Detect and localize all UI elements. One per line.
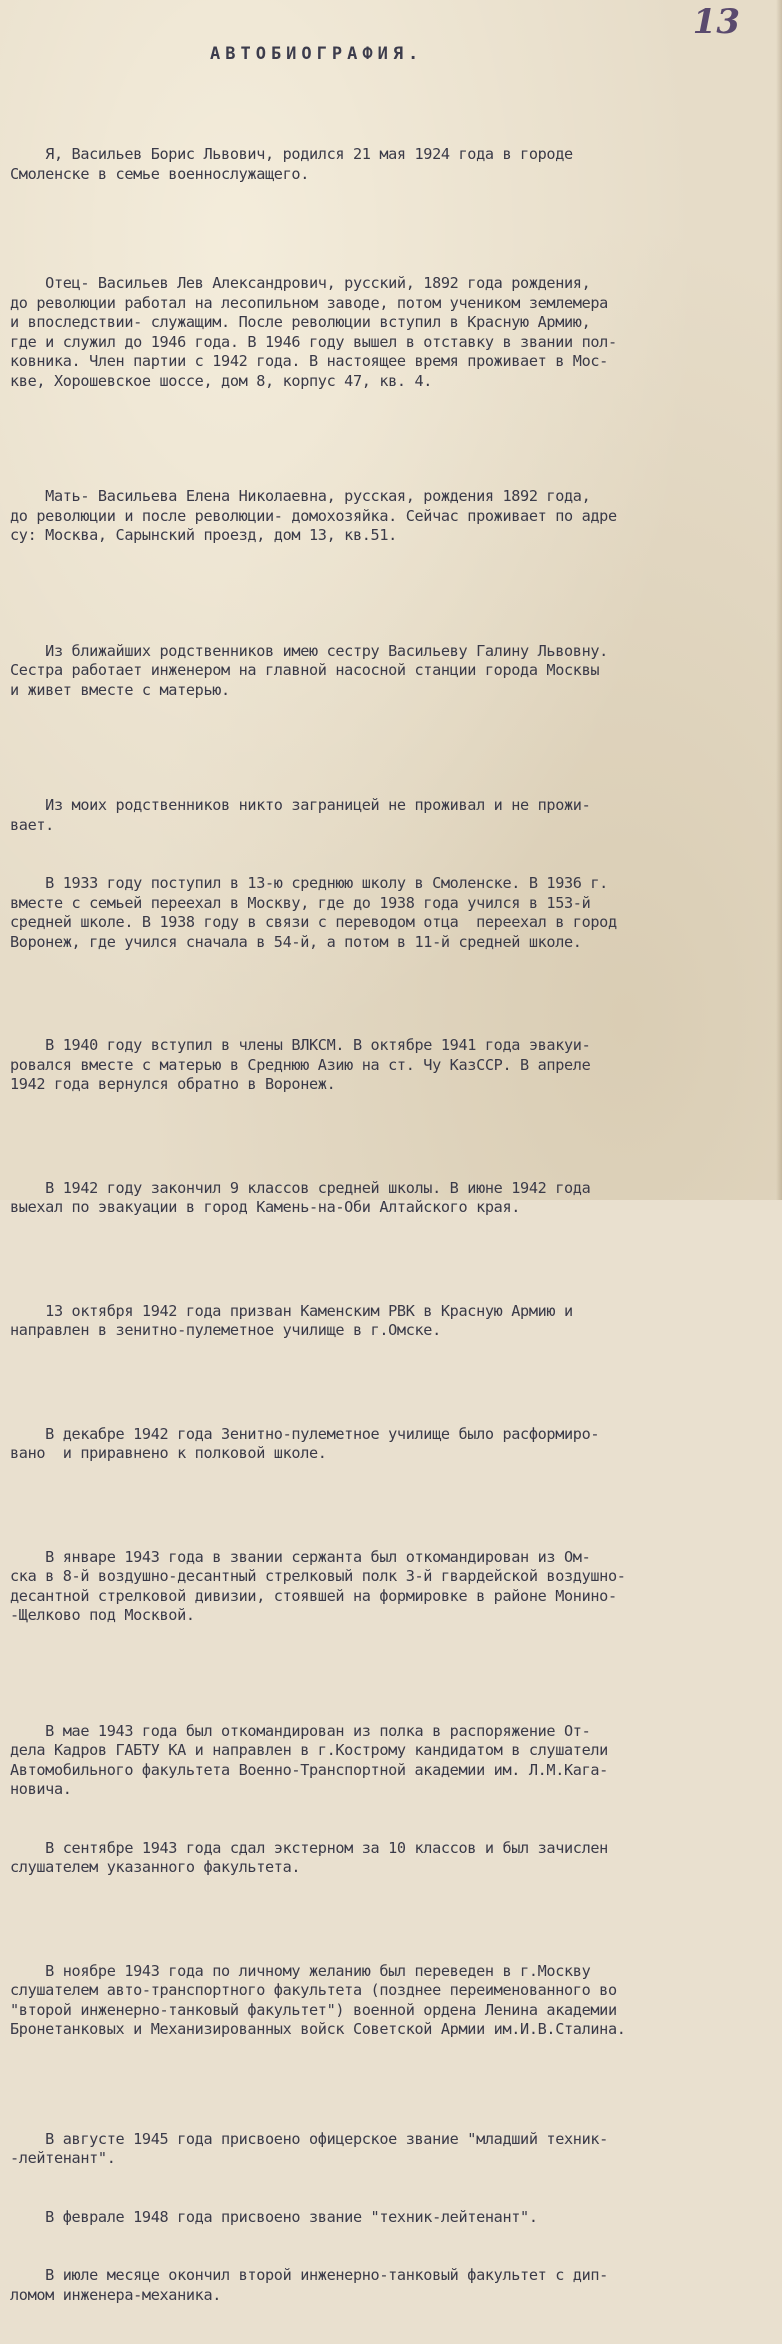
paragraph-academy-candidate: В мае 1943 года был откомандирован из полка в распоряжение От- дела Кадров ГАБТУ КА и направлен в г.Кострому кандидатом в слушатели Автомобильного факультета Военно-Транспортной академии им. Л.М.Кага- новича. — [10, 1721, 608, 1798]
document-body — [10, 106, 776, 2344]
paragraph-school-disbanded: В декабре 1942 года Зенитно-пулеметное училище было расформиро- вано и приравнено к полковой школе. — [10, 1424, 600, 1462]
paragraph-evacuation: В 1942 году закончил 9 классов средней школы. В июне 1942 года выехал по эвакуации в город Камень-на-Оби Алтайского края. — [10, 1178, 591, 1216]
paragraph-birth: Я, Васильев Борис Львович, родился 21 мая 1924 года в городе Смоленске в семье военнослужащего. — [10, 145, 573, 183]
paragraph-conscription: 13 октября 1942 года призван Каменским РВК в Красную Армию и направлен в зенитно-пулеметное училище в г.Омске. — [10, 1301, 573, 1339]
paragraph-exams: В сентябре 1943 года сдал экстерном за 10 классов и был зачислен слушателем указанного факультета. — [10, 1838, 608, 1876]
paragraph-lieutenant: В феврале 1948 года присвоено звание "техник-лейтенант". — [10, 2207, 538, 2226]
paragraph-komsomol: В 1940 году вступил в члены ВЛКСМ. В октябре 1941 года эвакуи- ровался вместе с матерью в Среднюю Азию на ст. Чу КазССР. В апреле 1942 года вернулся обратно в Воронеж. — [10, 1036, 591, 1093]
paragraph-schooling: В 1933 году поступил в 13-ю среднюю школу в Смоленске. В 1936 г. вместе с семьей переехал в Москву, где до 1938 года учился в 153-й средней школе. В 1938 году в связи с переводом отца переехал в город Воронеж, где учился сначала в 54-й, а потом в 11-й средней школе. — [10, 874, 617, 951]
paragraph-junior-lieutenant: В августе 1945 года присвоено офицерское звание "младший техник- -лейтенант". — [10, 2129, 608, 2167]
paragraph-relatives-abroad: Из моих родственников никто заграницей не проживал и не прожи- вает. — [10, 796, 591, 834]
page-edge-shadow — [776, 0, 782, 1200]
paragraph-sister: Из ближайших родственников имею сестру Васильеву Галину Львовну. Сестра работает инженером на главной насосной станции города Москвы и живет вместе с матерью. — [10, 641, 608, 699]
page-number: 13 — [692, 2, 740, 42]
paragraph-airborne-regiment: В январе 1943 года в звании сержанта был откомандирован из Ом- ска в 8-й воздушно-десантный стрелковый полк 3-й гвардейской воздушно- десантной стрелковой дивизии, стоявшей на формировке в районе Монино- -Щелково под Москвой. — [10, 1547, 626, 1624]
paragraph-mother: Мать- Васильева Елена Николаевна, русская, рождения 1892 года, до революции и после революции- домохозяйка. Сейчас проживает по адре су: Москва, Сарынский проезд, дом 13, кв.51. — [10, 487, 617, 544]
paragraph-father: Отец- Васильев Лев Александрович, русский, 1892 года рождения, до революции работал на лесопильном заводе, потом учеником землемера и впоследствии- служащим. После революции вступил в Красную Армию, где и служил до 1946 года. В 1946 году вышел в отставку в звании пол- ковника. Член партии с 1942 года. В настоящее время проживает в Мос- кве, Хорошевское шоссе, дом 8, корпус 47, кв. 4. — [10, 274, 617, 390]
paragraph-graduation: В июле месяце окончил второй инженерно-танковый факультет с дип- ломом инженера-механика. — [10, 2266, 608, 2304]
document-title: АВТОБИОГРАФИЯ. — [210, 44, 424, 64]
paragraph-transfer-moscow: В ноябре 1943 года по личному желанию был переведен в г.Москву слушателем авто-транспортного факультета (позднее переименованного во "второй инженерно-танковый факультет") военной ордена Ленина академии Бронетанковых и Механизированных войск Советской Армии им.И.В.Сталина. — [10, 1961, 626, 2038]
